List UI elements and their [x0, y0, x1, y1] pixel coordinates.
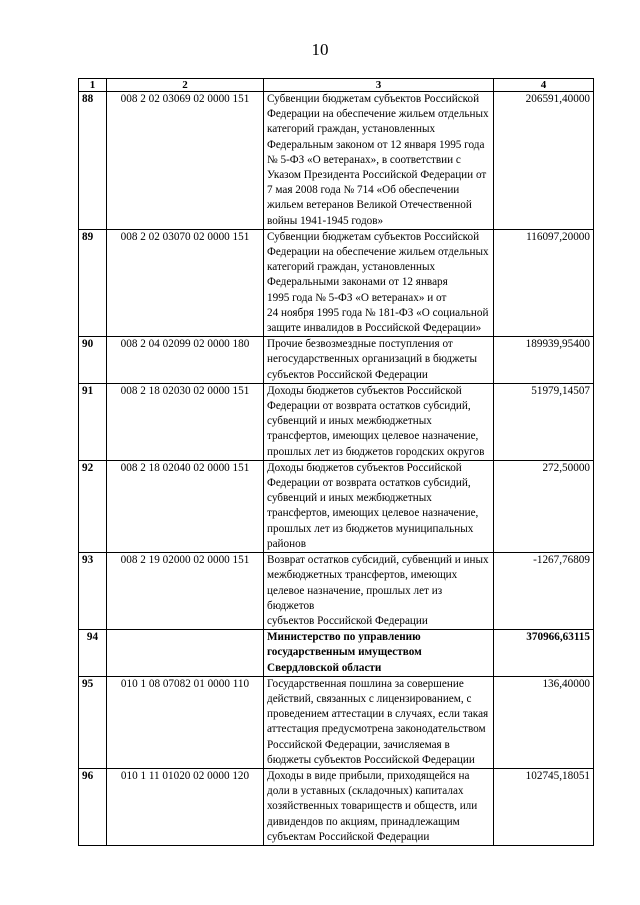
description-line: Субвенции бюджетам субъектов Российской — [267, 93, 480, 105]
budget-code: 008 2 04 02099 02 0000 180 — [107, 337, 264, 384]
table-row — [79, 229, 594, 336]
description-line: Федерации на обеспечение жильем отдельных — [267, 108, 489, 121]
description-line: категорий граждан, установленных — [267, 123, 436, 136]
description-line: Прочие безвозмездные поступления от — [267, 338, 453, 351]
table-row — [79, 553, 594, 630]
description-line: Федерации от возврата остатков субсидий, — [267, 477, 471, 490]
amount: 116097,20000 — [494, 229, 594, 336]
description-line: Возврат остатков субсидий, субвенций и иных — [267, 554, 489, 567]
amount: 102745,18051 — [494, 768, 594, 845]
description-line: межбюджетных трансфертов, имеющих — [267, 569, 458, 582]
revenue-description — [264, 229, 494, 336]
budget-code: 008 2 02 03069 02 0000 151 — [107, 92, 264, 230]
description-line: трансфертов, имеющих целевое назначение, — [267, 507, 479, 520]
table-row — [79, 92, 594, 230]
description-line: Федеральным законом от 12 января 1995 года — [267, 138, 485, 151]
description-line: доли в уставных (складочных) капиталах — [267, 785, 464, 798]
description-line: действий, связанных с лицензированием, с — [267, 692, 472, 705]
table-row — [79, 676, 594, 768]
description-line: Доходы бюджетов субъектов Российской — [267, 384, 462, 397]
description-line: субъектов Российской Федерации — [267, 614, 428, 627]
amount: 370966,63115 — [494, 630, 594, 677]
description-line: субъектов Российской Федерации — [267, 368, 428, 381]
amount: 206591,40000 — [494, 92, 594, 230]
amount: 272,50000 — [494, 460, 594, 552]
description-line: категорий граждан, установленных — [267, 261, 436, 274]
budget-code: 010 1 08 07082 01 0000 110 — [107, 676, 264, 768]
revenue-description — [264, 92, 494, 230]
column-header-1: 1 — [79, 79, 107, 92]
description-line: защите инвалидов в Российской Федерации» — [267, 322, 482, 335]
description-line: негосударственных организаций в бюджеты — [267, 353, 478, 366]
revenue-description — [264, 768, 494, 845]
table-row — [79, 630, 594, 677]
row-number: 90 — [79, 337, 107, 384]
description-line: трансфертов, имеющих целевое назначение, — [267, 430, 479, 443]
description-line: прошлых лет из бюджетов муниципальных — [267, 522, 474, 535]
amount: 189939,95400 — [494, 337, 594, 384]
row-number: 95 — [79, 676, 107, 768]
description-line: войны 1941-1945 годов» — [267, 214, 384, 227]
description-line: субвенций и иных межбюджетных — [267, 415, 432, 428]
description-line: бюджеты субъектов Российской Федерации — [267, 753, 475, 766]
description-line: Федеральными законами от 12 января — [267, 276, 448, 289]
revenue-description — [264, 337, 494, 384]
description-line: проведением аттестации в случаях, если такая — [267, 708, 489, 721]
description-line: целевое назначение, прошлых лет из бюджетов — [267, 584, 443, 612]
revenue-table — [78, 78, 594, 846]
column-header-2: 2 — [107, 79, 264, 92]
description-line: субвенций и иных межбюджетных — [267, 492, 432, 505]
description-line: Доходы бюджетов субъектов Российской — [267, 461, 462, 474]
description-line: 1995 года № 5-ФЗ «О ветеранах» и от — [267, 291, 447, 304]
revenue-description — [264, 553, 494, 630]
row-number: 96 — [79, 768, 107, 845]
budget-code: 010 1 11 01020 02 0000 120 — [107, 768, 264, 845]
description-line: Федерации от возврата остатков субсидий, — [267, 400, 471, 413]
revenue-description — [264, 630, 494, 677]
amount: 51979,14507 — [494, 383, 594, 460]
description-line: Свердловской области — [267, 661, 382, 674]
description-line: государственным имуществом — [267, 646, 422, 659]
row-number: 88 — [79, 92, 107, 230]
table-row — [79, 337, 594, 384]
revenue-description — [264, 383, 494, 460]
page-number: 10 — [311, 40, 329, 59]
table-row — [79, 383, 594, 460]
description-line: Субвенции бюджетам субъектов Российской — [267, 230, 480, 243]
budget-code — [107, 630, 264, 677]
description-line: аттестация предусмотрена законодательством — [267, 723, 486, 736]
description-line: прошлых лет из бюджетов городских округов — [267, 445, 485, 458]
row-number: 92 — [79, 460, 107, 552]
description-line: субъектам Российской Федерации — [267, 830, 430, 843]
description-line: № 5-ФЗ «О ветеранах», в соответствии с — [267, 153, 461, 166]
description-line: Федерации на обеспечение жильем отдельных — [267, 246, 489, 259]
budget-code: 008 2 18 02030 02 0000 151 — [107, 383, 264, 460]
budget-code: 008 2 18 02040 02 0000 151 — [107, 460, 264, 552]
description-line: 7 мая 2008 года № 714 «Об обеспечении — [267, 184, 460, 197]
budget-code: 008 2 19 02000 02 0000 151 — [107, 553, 264, 630]
table-row — [79, 768, 594, 845]
description-line: Государственная пошлина за совершение — [267, 677, 464, 690]
table-header-row — [79, 79, 594, 92]
description-line: районов — [267, 537, 307, 550]
column-header-3: 3 — [264, 79, 494, 92]
description-line: жильем ветеранов Великой Отечественной — [267, 199, 472, 212]
table-body — [79, 92, 594, 846]
amount: -1267,76809 — [494, 553, 594, 630]
row-number: 89 — [79, 229, 107, 336]
row-number: 91 — [79, 383, 107, 460]
description-line: хозяйственных товариществ и обществ, или — [267, 800, 478, 813]
description-line: Указом Президента Российской Федерации от — [267, 169, 487, 182]
row-number: 93 — [79, 553, 107, 630]
description-line: Российской Федерации, зачисляемая в — [267, 738, 450, 751]
table-row — [79, 460, 594, 552]
column-header-4: 4 — [494, 79, 594, 92]
amount: 136,40000 — [494, 676, 594, 768]
budget-code: 008 2 02 03070 02 0000 151 — [107, 229, 264, 336]
description-line: Доходы в виде прибыли, приходящейся на — [267, 769, 470, 782]
description-line: Министерство по управлению — [267, 631, 421, 644]
revenue-description — [264, 676, 494, 768]
description-line: дивидендов по акциям, принадлежащим — [267, 815, 460, 828]
revenue-description — [264, 460, 494, 552]
description-line: 24 ноября 1995 года № 181-ФЗ «О социальной — [267, 306, 489, 319]
row-number: 94 — [79, 630, 107, 677]
